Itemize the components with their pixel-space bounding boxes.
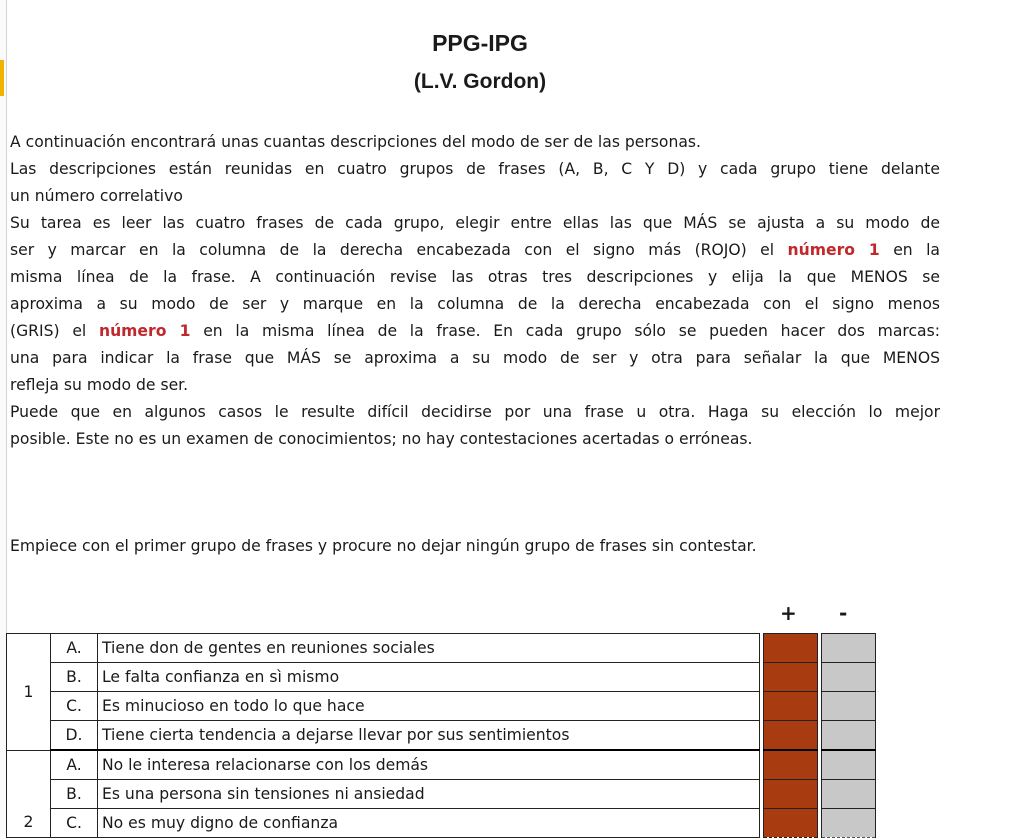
table-row [7, 809, 876, 838]
item-letter: B. [51, 663, 98, 692]
page-subtitle: (L.V. Gordon) [413, 70, 547, 93]
highlight-number-one: número 1 [787, 241, 880, 259]
item-text: No es muy digno de confianza [98, 809, 760, 838]
plus-answer-cell[interactable] [764, 634, 818, 663]
plus-column-header: + [780, 601, 797, 625]
instruction-line: aproxima a su modo de ser y marque en la columna de la derecha encabezada con el signo menos [10, 295, 940, 313]
instruction-text: (GRIS) el [10, 322, 87, 340]
table-row [7, 780, 876, 809]
item-text: Le falta confianza en sì mismo [98, 663, 760, 692]
item-letter: A. [51, 750, 98, 780]
instruction-line: una para indicar la frase que MÁS se aproxima a su modo de ser y otra para señalar la que MENOS [10, 349, 940, 367]
instruction-line: un número correlativo [10, 187, 183, 205]
plus-answer-cell[interactable] [764, 780, 818, 809]
minus-answer-cell[interactable] [822, 721, 876, 751]
instruction-line: Puede que en algunos casos le resulte difícil decidirse por una frase u otra. Haga su elección lo mejor [10, 403, 940, 421]
item-letter: C. [51, 692, 98, 721]
instruction-line [10, 318, 940, 345]
instruction-line: refleja su modo de ser. [10, 376, 189, 394]
instruction-line: posible. Este no es un examen de conocimientos; no hay contestaciones acertadas o erróneas. [10, 430, 753, 448]
page-title: PPG-IPG [432, 30, 528, 56]
group-number: 1 [7, 634, 51, 751]
minus-answer-cell[interactable] [822, 634, 876, 663]
table-row [7, 692, 876, 721]
group-number: 2 [7, 750, 51, 838]
instructions-block [10, 129, 940, 453]
item-text: Tiene don de gentes en reuniones sociales [98, 634, 760, 663]
instruction-text: ser y marcar en la columna de la derecha encabezada con el signo más (ROJO) el [10, 241, 775, 259]
instruction-line: A continuación encontrará unas cuantas descripciones del modo de ser de las personas. [10, 133, 701, 151]
item-text: No le interesa relacionarse con los demás [98, 750, 760, 780]
plus-answer-cell[interactable] [764, 692, 818, 721]
minus-answer-cell[interactable] [822, 663, 876, 692]
minus-answer-cell[interactable] [822, 750, 876, 780]
item-letter: C. [51, 809, 98, 838]
table-row [7, 721, 876, 751]
table-row [7, 663, 876, 692]
minus-column-header: - [839, 601, 848, 625]
item-letter: A. [51, 634, 98, 663]
start-note: Empiece con el primer grupo de frases y procure no dejar ningún grupo de frases sin contestar. [10, 537, 757, 555]
item-text: Tiene cierta tendencia a dejarse llevar por sus sentimientos [98, 721, 760, 751]
plus-answer-cell[interactable] [764, 809, 818, 838]
minus-answer-cell[interactable] [822, 809, 876, 838]
instruction-line [10, 237, 940, 264]
instruction-text: en la [879, 241, 940, 259]
plus-answer-cell[interactable] [764, 663, 818, 692]
item-letter: D. [51, 721, 98, 751]
instruction-line: Su tarea es leer las cuatro frases de cada grupo, elegir entre ellas las que MÁS se ajusta a su modo de [10, 214, 940, 232]
minus-answer-cell[interactable] [822, 780, 876, 809]
answer-table [6, 633, 876, 838]
instruction-line: misma línea de la frase. A continuación revise las otras tres descripciones y elija la que MENOS se [10, 268, 940, 286]
highlight-number-one: número 1 [98, 322, 191, 340]
plus-answer-cell[interactable] [764, 750, 818, 780]
item-letter: B. [51, 780, 98, 809]
instruction-line: Las descripciones están reunidas en cuatro grupos de frases (A, B, C Y D) y cada grupo tiene delante [10, 160, 940, 178]
minus-answer-cell[interactable] [822, 692, 876, 721]
instruction-text: en la misma línea de la frase. En cada grupo sólo se pueden hacer dos marcas: [190, 322, 940, 340]
plus-answer-cell[interactable] [764, 721, 818, 751]
table-row [7, 750, 876, 780]
table-row [7, 634, 876, 663]
item-text: Es minucioso en todo lo que hace [98, 692, 760, 721]
item-text: Es una persona sin tensiones ni ansiedad [98, 780, 760, 809]
